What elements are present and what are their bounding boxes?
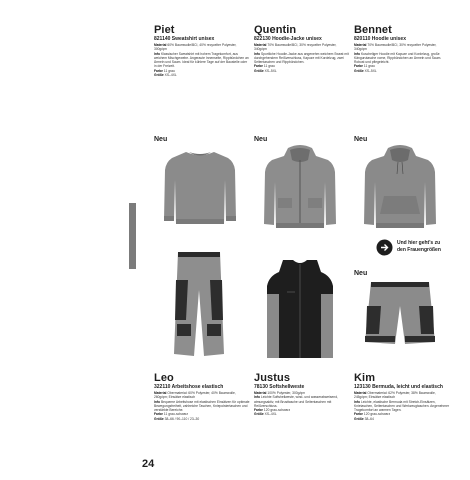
- new-badge: Neu: [354, 136, 368, 143]
- product-name: Quentin: [254, 24, 297, 36]
- product-sku: 820110 Hoodie unisex: [354, 36, 406, 42]
- bermuda-shorts-image: [363, 280, 437, 346]
- product-specs: Material Obermaterial: 60% Polyester, 40% Baumwolle, 260g/qm; Einsätze elastisch Info Bequeme Arbeitshose mit elastischen Einsätzen für optimale Bewegungsfreiheit, zahlreiche Taschen, Kniepolstertaschen und verstärkte Bereiche. Farbe 11 grau-schwarz Größe 38–66 / 90–110 / 23–30: [154, 391, 250, 421]
- product-leo: [154, 372, 250, 421]
- product-specs: Material Obermaterial: 62% Polyester, 38% Baumwolle, 245g/qm; Einsätze elastisch Info Leichte, elastische Bermuda mit Stretch-Einsätzen, Knietaschen, Seitentaschen und Werkzeugtaschen. Angenehmer Tragekomfort an warmen Tagen. Farbe 120 grau-schwarz Größe 38–64: [354, 391, 450, 421]
- new-badge: Neu: [254, 136, 268, 143]
- product-specs: Material 70% Baumwolle/BCI, 30% recycelter Polyester, 340g/qm Info Sportliche Hoodie-Jacke aus angenehm weichem Sweat mit durchgehendem Reißverschluss, Kapuze mit Kordelzug, zwei Seitentaschen und Rippbündchen. Farbe 11 grau Größe XS–5XL: [254, 43, 349, 73]
- product-justus: [254, 372, 350, 417]
- women-sizes-label: Und hier geht's zu den Frauengrößen: [397, 240, 441, 253]
- sweatshirt-image: [162, 148, 238, 228]
- product-sku: 821140 Sweatshirt unisex: [154, 36, 215, 42]
- product-sku: 78130 Softshellweste: [254, 384, 305, 390]
- product-sku: 123130 Bermuda, leicht und elastisch: [354, 384, 443, 390]
- new-badge: Neu: [154, 136, 168, 143]
- product-specs: Material 70% Baumwolle/BCI, 30% recycelter Polyester, 340g/qm Info Kuscheliger Hoodie mit Kapuze und Kordelzug, große Kängurutasche vorne, Rippbündchen an Ärmeln und Saum. Robust und pflegeleicht. Farbe 11 grau Größe XS–5XL: [354, 43, 442, 73]
- hoodie-image: [362, 144, 438, 230]
- product-name: Leo: [154, 372, 174, 384]
- product-specs: Material 100% Polyester, 300g/qm Info Leichte Softshellweste, wind- und wasserabweisend, atmungsaktiv, mit Brusttasche und Seitentaschen mit Reißverschluss. Farbe 120 grau-schwarz Größe XS–4XL: [254, 391, 338, 417]
- product-specs: Material 60% Baumwolle/BCI, 40% recycelter Polyester, 300g/qm Info Klassischer Sweatshirt mit hohem Tragekomfort, aus weichem Mischgewebe. Angeraute Innenseite, Rippbündchen an Ärmeln und Saum. Ideal für kühlere Tage auf der Baustelle oder in der Freizeit. Farbe 11 grau Größe XS–4XL: [154, 43, 249, 78]
- hoodie-jacket-image: [262, 144, 338, 230]
- product-sku: 822130 Hoodie-Jacke unisex: [254, 36, 322, 42]
- work-trousers-image: [168, 250, 230, 358]
- product-name: Piet: [154, 24, 175, 36]
- product-piet: [154, 24, 250, 77]
- page-number: 24: [142, 458, 155, 470]
- side-tab-marker: [129, 203, 136, 269]
- product-kim: [354, 372, 450, 421]
- product-name: Justus: [254, 372, 291, 384]
- new-badge: Neu: [354, 270, 368, 277]
- product-name: Bennet: [354, 24, 392, 36]
- product-bennet: [354, 24, 450, 73]
- softshell-vest-image: [259, 258, 341, 362]
- product-quentin: [254, 24, 350, 73]
- product-name: Kim: [354, 372, 376, 384]
- arrow-circle-icon: [376, 239, 393, 256]
- women-sizes-link[interactable]: [376, 238, 446, 260]
- product-sku: 322110 Arbeitshose elastisch: [154, 384, 224, 390]
